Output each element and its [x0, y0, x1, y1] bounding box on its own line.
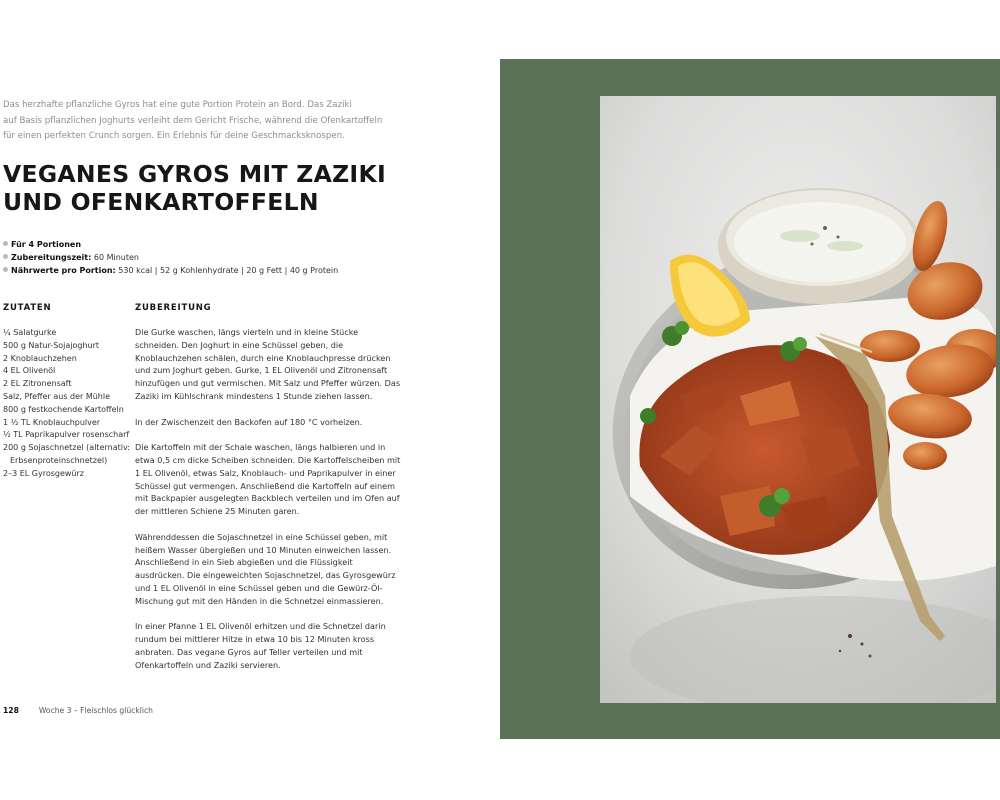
ingredient-item: 2–3 EL Gyrosgewürz [3, 468, 84, 478]
ingredients-list [3, 327, 128, 481]
nutrition-label: Nährwerte pro Portion: [11, 266, 116, 276]
ingredient-item: 2 Knoblauchzehen [3, 353, 77, 363]
page-footer [3, 706, 153, 715]
step-paragraph: Die Gurke waschen, längs vierteln und in kleine Stücke schneiden. Den Joghurt in eine Schüssel geben, die Knoblauchzehen schälen, durch eine Knoblauchpresse drücken und zum Joghurt geben. Gurke, 1 EL Olivenöl und Zitronensaft hinzufügen und gut vermischen. Mit Salz und Pfeffer würzen. Das Zaziki im Kühlschrank mindestens 1 Stunde ziehen lassen. [135, 327, 401, 401]
ingredient-item: 800 g festkochende Kartoffeln [3, 404, 124, 414]
prep-time-value: 60 Minuten [93, 253, 139, 263]
preparation-steps [135, 326, 403, 684]
intro-line: für einen perfekten Crunch sorgen. Ein Erlebnis für deine Geschmacksknospen. [3, 131, 345, 141]
step-paragraph: In der Zwischenzeit den Backofen auf 180 °C vorheizen. [135, 416, 363, 427]
bullet-icon [3, 254, 8, 259]
nutrition-value: 530 kcal | 52 g Kohlenhydrate | 20 g Fett | 40 g Protein [118, 266, 339, 276]
recipe-title [3, 160, 483, 216]
ingredient-item: 200 g Sojaschnetzel (alternativ: [3, 443, 130, 453]
recipe-meta [3, 238, 338, 278]
ingredient-item: 2 EL Zitronensaft [3, 379, 72, 389]
preparation-heading: ZUBEREITUNG [135, 303, 212, 313]
prep-time-row [3, 251, 338, 264]
step-paragraph: Die Kartoffeln mit der Schale waschen, längs halbieren und in etwa 0,5 cm dicke Scheiben schneiden. Die Kartoffelscheiben mit 1 EL Olivenöl, etwas Salz, Knoblauch- und Paprikapulver in einer Schüssel gut vermengen. Anschließend die Kartoffeln auf einem mit Backpapier ausgelegten Backblech verteilen und im Ofen auf der mittleren Schiene 25 Minuten garen. [135, 442, 401, 517]
step-paragraph: In einer Pfanne 1 EL Olivenöl erhitzen und die Schnetzel darin rundum bei mittlerer Hitze in etwa 10 bis 12 Minuten kross anbraten. Das vegane Gyros auf Teller verteilen und mit Ofenkartoffeln und Zaziki servieren. [135, 621, 386, 670]
portions-row [3, 238, 338, 251]
ingredients-heading: ZUTATEN [3, 303, 52, 313]
ingredient-item: ¼ Salatgurke [3, 328, 57, 337]
ingredient-item: 4 EL Olivenöl [3, 366, 56, 376]
bullet-icon [3, 241, 8, 246]
intro-text [3, 98, 403, 145]
ingredient-item: 500 g Natur-Sojajoghurt [3, 340, 100, 350]
step-paragraph: Währenddessen die Sojaschnetzel in eine Schüssel geben, mit heißem Wasser übergießen und 10 Minuten einweichen lassen. Anschließend in ein Sieb abgießen und die Flüssigkeit ausdrücken. Die eingeweichten Sojaschnetzel, das Gyrosgewürz und 1 EL Olivenöl in eine Schüssel geben und die Gewürz-Öl-Mischung gut mit den Händen in die Schnetzel einmassieren. [135, 531, 396, 606]
title-line-1: VEGANES GYROS MIT ZAZIKI [3, 160, 387, 188]
page-number: 128 [3, 706, 19, 715]
portions-label: Für 4 Portionen [11, 240, 82, 249]
ingredient-item: 1 ½ TL Knoblauchpulver [3, 417, 101, 427]
food-photo [600, 96, 996, 703]
title-line-2: UND OFENKARTOFFELN [3, 188, 319, 216]
ingredient-item: Erbsenproteinschnetzel) [10, 455, 108, 465]
section-name: Woche 3 – Fleischlos glücklich [38, 706, 153, 715]
ingredient-item: Salz, Pfeffer aus der Mühle [3, 391, 111, 401]
bullet-icon [3, 267, 8, 272]
prep-time-label: Zubereitungszeit: [11, 253, 92, 263]
intro-line: auf Basis pflanzlichen Joghurts verleiht dem Gericht Frische, während die Ofenkartoffeln [3, 115, 383, 126]
intro-line: Das herzhafte pflanzliche Gyros hat eine gute Portion Protein an Bord. Das Zaziki [3, 100, 352, 110]
ingredient-item: ½ TL Paprikapulver rosenscharf [3, 430, 130, 440]
nutrition-row [3, 264, 338, 277]
